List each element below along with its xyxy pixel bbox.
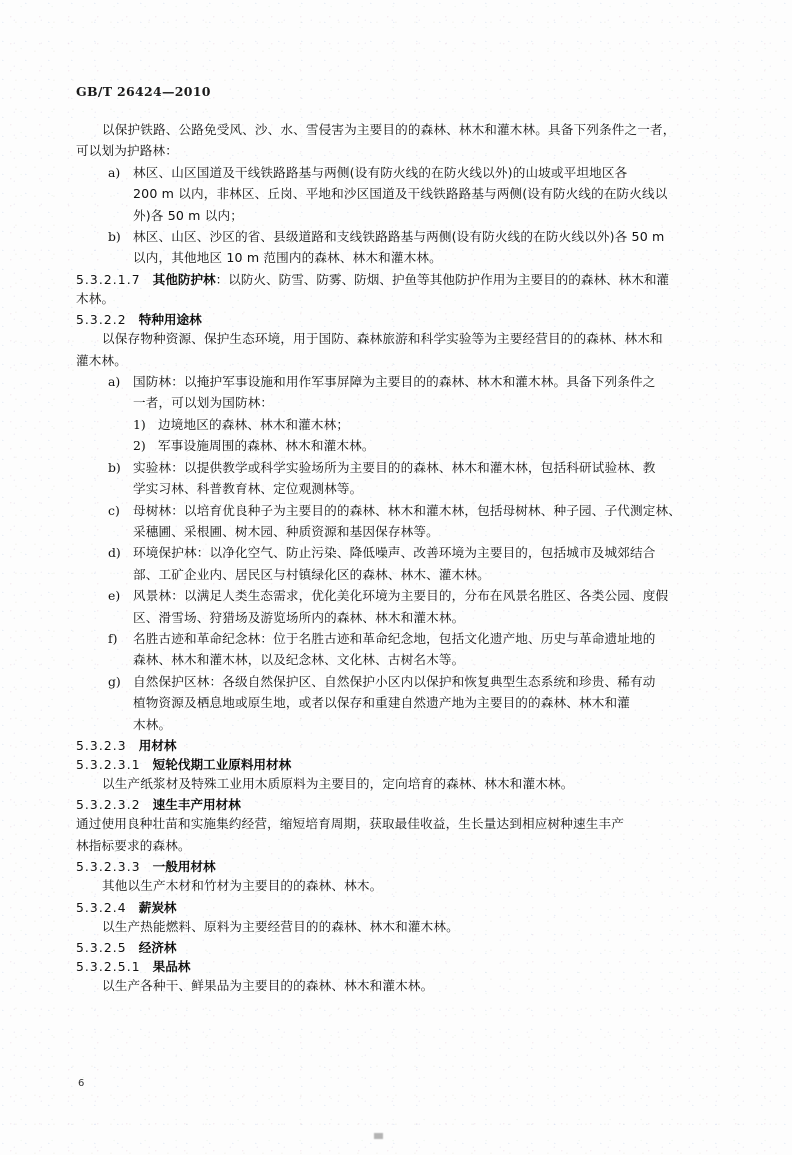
section-number: 5.3.2.3.2 bbox=[76, 798, 141, 813]
list-item-body bbox=[158, 414, 716, 435]
sub-list-item-2-military-facility bbox=[76, 435, 716, 456]
text-line: 森林、林木和灌木林，以及纪念林、文化林、古树名木等。 bbox=[133, 652, 465, 668]
section-5-3-2-3-timber-forest bbox=[76, 735, 716, 754]
list-marker: g) bbox=[108, 673, 121, 689]
section-5-3-2-3-3-general-timber-forest bbox=[76, 856, 716, 875]
section-title: 果品林 bbox=[152, 959, 191, 974]
paragraph-fast-growing-high-yield-timber bbox=[76, 813, 716, 856]
section-5-3-2-4-firewood-forest bbox=[76, 897, 716, 916]
section-number: 5.3.2.3.1 bbox=[76, 757, 141, 772]
text-line: 以生产热能燃料、原料为主要经营目的的森林、林木和灌木林。 bbox=[102, 918, 459, 934]
list-marker: a) bbox=[108, 374, 121, 390]
section-5-3-2-2-special-purpose-forest bbox=[76, 309, 716, 328]
text-line: 部、工矿企业内、居民区与村镇绿化区的森林、林木、灌木林。 bbox=[133, 566, 490, 582]
text-line: 学实习林、科普教育林、定位观测林等。 bbox=[133, 481, 363, 497]
text-line: 林区、山区、沙区的省、县级道路和支线铁路路基与两侧(设有防火线的在防火线以外)各 50 m bbox=[133, 229, 665, 245]
list-marker: a) bbox=[108, 164, 121, 180]
list-item-a-national-road bbox=[76, 162, 716, 226]
section-title: 短轮伐期工业原料用材林 bbox=[152, 756, 292, 772]
section-5-3-2-5-1-fruit-forest bbox=[76, 956, 716, 975]
text-line: 风景林：以满足人类生态需求，优化美化环境为主要目的，分布在风景名胜区、各类公园、度假 bbox=[133, 588, 669, 604]
list-marker: d) bbox=[108, 545, 121, 561]
list-marker: 1) bbox=[133, 416, 146, 432]
text-line: 木林。 bbox=[133, 716, 172, 732]
list-marker: b) bbox=[108, 459, 121, 475]
section-number: 5.3.2.5 bbox=[76, 941, 127, 955]
section-title: 速生丰产用材林 bbox=[152, 797, 241, 813]
text-line: 其他以生产木材和竹材为主要目的的森林、林木。 bbox=[102, 878, 383, 894]
text-line: 植物资源及栖息地或原生地，或者以保存和重建自然遗产地为主要目的的森林、林木和灌 bbox=[133, 695, 631, 711]
list-item-a-national-defense-forest bbox=[76, 371, 716, 414]
text-line: 通过使用良种壮苗和实施集约经营，缩短培育周期，获取最佳收益，生长量达到相应树种速生丰产 bbox=[76, 816, 624, 832]
section-title: 经济林 bbox=[138, 940, 177, 955]
list-item-d-environmental-protection-forest bbox=[76, 542, 716, 585]
list-item-e-scenic-forest bbox=[76, 585, 716, 628]
text-line: 外)各 50 m 以内； bbox=[133, 207, 243, 223]
list-item-body bbox=[133, 371, 716, 414]
section-number: 5.3.2.3 bbox=[76, 738, 127, 753]
text-line: 可以划为护路林： bbox=[76, 143, 178, 159]
section-5-3-2-3-2-fast-growing-high-yield-timber bbox=[76, 794, 716, 813]
section-5-3-2-5-economic-forest bbox=[76, 937, 716, 956]
text-line: 以生产纸浆材及特殊工业用木质原料为主要目的，定向培育的森林、林木和灌木林。 bbox=[102, 775, 574, 791]
section-title: 用材林 bbox=[138, 737, 177, 753]
scan-artifact-mark bbox=[374, 1133, 383, 1139]
page-number: 6 bbox=[78, 1078, 85, 1089]
standard-number-header: GB/T 26424—2010 bbox=[76, 84, 211, 99]
text-line: 以生产各种干、鲜果品为主要目的的森林、林木和灌木林。 bbox=[102, 978, 434, 993]
section-5-3-2-1-7-other-protection-forest bbox=[76, 269, 716, 288]
section-5-3-2-3-1-short-rotation-industrial-timber bbox=[76, 754, 716, 773]
section-title: 薪炭林 bbox=[138, 899, 177, 915]
paragraph-general-timber-forest bbox=[76, 875, 716, 896]
paragraph-short-rotation-industrial-timber bbox=[76, 773, 716, 794]
section-number: 5.3.2.4 bbox=[76, 900, 127, 915]
text-line: 灌木林。 bbox=[76, 352, 127, 368]
text-line: 以保护铁路、公路免受风、沙、水、雪侵害为主要目的的森林、林木和灌木林。具备下列条件之一者， bbox=[102, 122, 676, 137]
paragraph-fruit-forest bbox=[76, 975, 716, 996]
list-marker: f) bbox=[108, 630, 118, 646]
text-line: 边境地区的森林、林木和灌木林； bbox=[158, 416, 350, 432]
list-item-body bbox=[158, 435, 716, 456]
text-line: 200 m 以内，非林区、丘岗、平地和沙区国道及干线铁路路基与两侧(设有防火线的在防火线以 bbox=[133, 186, 668, 202]
list-item-g-nature-reserve-forest bbox=[76, 671, 716, 735]
list-item-c-seed-tree-forest bbox=[76, 500, 716, 543]
text-line: 以内，其他地区 10 m 范围内的森林、林木和灌木林。 bbox=[133, 250, 442, 266]
paragraph-special-purpose-forest bbox=[76, 328, 716, 371]
list-marker: c) bbox=[108, 502, 120, 518]
list-marker: 2) bbox=[133, 438, 146, 454]
section-number: 5.3.2.5.1 bbox=[76, 960, 141, 974]
list-item-body bbox=[133, 671, 716, 735]
text-line: 木林。 bbox=[76, 290, 115, 306]
text-line: 以保存物种资源、保护生态环境，用于国防、森林旅游和科学实验等为主要经营目的的森林、林木和 bbox=[102, 331, 663, 347]
list-item-body bbox=[133, 500, 716, 543]
text-line: 林指标要求的森林。 bbox=[76, 837, 191, 853]
list-item-f-historic-revolutionary-forest bbox=[76, 628, 716, 671]
text-line: 林区、山区国道及干线铁路路基与两侧(设有防火线的在防火线以外)的山坡或平坦地区各 bbox=[133, 164, 628, 180]
list-item-body bbox=[133, 542, 716, 585]
text-line: 自然保护区林：各级自然保护区、自然保护小区内以保护和恢复典型生态系统和珍贵、稀有动 bbox=[133, 673, 656, 689]
list-item-body bbox=[133, 226, 716, 269]
sub-list-item-1-border-area bbox=[76, 414, 716, 435]
list-item-body bbox=[133, 457, 716, 500]
section-number: 5.3.2.2 bbox=[76, 313, 127, 328]
text-line: 名胜古迹和革命纪念林：位于名胜古迹和革命纪念地，包括文化遗产地、历史与革命遗址地的 bbox=[133, 630, 656, 646]
intro-paragraph-road-protection-forest bbox=[76, 119, 716, 162]
text-line: 实验林：以提供教学或科学实验场所为主要目的的森林、林木和灌木林，包括科研试验林、教 bbox=[133, 459, 656, 475]
text-line: 环境保护林：以净化空气、防止污染、降低噪声、改善环境为主要目的，包括城市及城郊结合 bbox=[133, 545, 656, 561]
list-item-b-provincial-road bbox=[76, 226, 716, 269]
paragraph-firewood-forest bbox=[76, 916, 716, 937]
list-marker: b) bbox=[108, 229, 121, 245]
section-number: 5.3.2.3.3 bbox=[76, 860, 141, 875]
text-line: 军事设施周围的森林、林木和灌木林。 bbox=[158, 438, 375, 454]
section-title: 一般用材林 bbox=[152, 859, 216, 875]
section-number: 5.3.2.1.7 bbox=[76, 272, 141, 287]
section-title: 其他防护林 bbox=[152, 271, 216, 287]
text-line: 国防林：以掩护军事设施和用作军事屏障为主要目的的森林、林木和灌木林。具备下列条件之 bbox=[133, 374, 656, 390]
text-line: 区、滑雪场、狩猎场及游览场所内的森林、林木和灌木林。 bbox=[133, 609, 465, 625]
list-marker: e) bbox=[108, 588, 121, 604]
text-line: 一者，可以划为国防林： bbox=[133, 395, 274, 411]
text-line: 母树林：以培育优良种子为主要目的的森林、林木和灌木林，包括母树林、种子园、子代测定林、 bbox=[133, 502, 681, 518]
list-item-body bbox=[133, 628, 716, 671]
list-item-body bbox=[133, 162, 716, 226]
list-item-body bbox=[133, 585, 716, 628]
list-item-b-experimental-forest bbox=[76, 457, 716, 500]
section-inline-text: ：以防火、防雪、防雾、防烟、护鱼等其他防护作用为主要目的的森林、林木和灌 bbox=[215, 271, 669, 287]
document-body bbox=[76, 119, 716, 996]
section-title: 特种用途林 bbox=[138, 312, 202, 328]
text-line: 采穗圃、采根圃、树木园、种质资源和基因保存林等。 bbox=[133, 523, 439, 539]
